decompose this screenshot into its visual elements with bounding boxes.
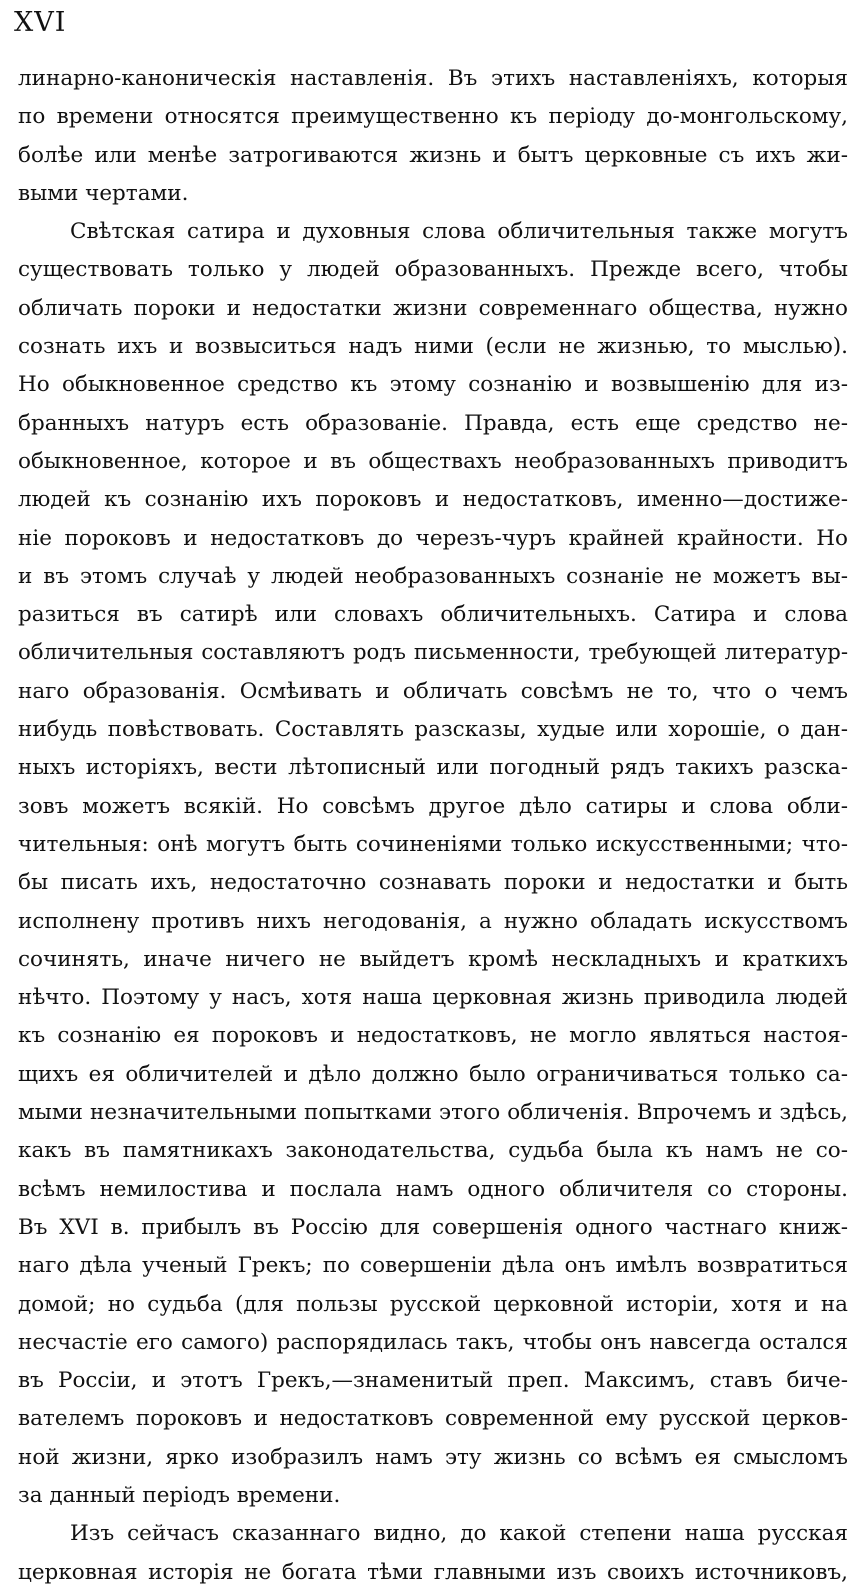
text-line: за данный періодъ времени. [18, 1482, 341, 1508]
text-line: болѣе или менѣе затрогиваются жизнь и бытъ церковные съ ихъ жи- [18, 142, 848, 168]
text-line: нибудь повѣствовать. Составлять разсказы, худые или хорошіе, о дан- [18, 717, 848, 743]
text-line: вателемъ пороковъ и недостатковъ современной ему русской церков- [18, 1406, 848, 1432]
text-line: сознать ихъ и возвыситься надъ ними (если не жизнью, то мыслью). [18, 334, 848, 360]
text-line: Но обыкновенное средство къ этому сознанію и возвышенію для из- [18, 372, 848, 398]
text-line: линарно-каноническія наставленія. Въ этихъ наставленіяхъ, которыя [18, 66, 848, 91]
text-line: Свѣтская сатира и духовныя слова обличительныя также могутъ [70, 219, 848, 245]
text-line: Изъ сейчасъ сказаннаго видно, до какой степени наша русская [70, 1521, 848, 1547]
text-line: ніе пороковъ и недостатковъ до черезъ-чуръ крайней крайности. Но [18, 525, 848, 551]
text-line: чительныя: онѣ могутъ быть сочиненіями только искусственными; что- [18, 831, 848, 857]
text-line: домой; но судьба (для пользы русской церковной исторіи, хотя и на [18, 1291, 848, 1317]
text-line: несчастіе его самого) распорядилась такъ, чтобы онъ навсегда остался [18, 1329, 848, 1355]
text-line: церковная исторія не богата тѣми главными изъ своихъ источниковъ, [18, 1559, 848, 1585]
text-line: мыми незначительными попытками этого обличенія. Впрочемъ и здѣсь, [18, 1100, 848, 1126]
text-line: обличать пороки и недостатки жизни современнаго общества, нужно [18, 295, 848, 321]
page-number: XVI [14, 7, 67, 38]
text-line: исполнену противъ нихъ негодованія, а нужно обладать искусствомъ [18, 908, 848, 934]
text-line: обличительныя составляютъ родъ письменности, требующей литератур- [18, 640, 848, 666]
body-text [18, 60, 848, 1592]
text-line: наго образованія. Осмѣивать и обличать совсѣмъ не то, что о чемъ [18, 678, 848, 704]
text-line: ной жизни, ярко изобразилъ намъ эту жизнь со всѣмъ ея смысломъ [18, 1444, 848, 1470]
text-line: бранныхъ натуръ есть образованіе. Правда, есть еще средство не- [18, 410, 848, 436]
text-line: существовать только у людей образованныхъ. Прежде всего, чтобы [18, 257, 848, 283]
text-line: и въ этомъ случаѣ у людей необразованныхъ сознаніе не можетъ вы- [18, 563, 848, 589]
text-line: по времени относятся преимущественно къ періоду до-монгольскому, [18, 104, 848, 130]
text-line: наго дѣла ученый Грекъ; по совершеніи дѣла онъ имѣлъ возвратиться [18, 1253, 848, 1279]
text-line: разиться въ сатирѣ или словахъ обличительныхъ. Сатира и слова [18, 602, 848, 628]
text-line: обыкновенное, которое и въ обществахъ необразованныхъ приводитъ [18, 448, 848, 474]
text-line: бы писать ихъ, недостаточно сознавать пороки и недостатки и быть [18, 870, 848, 896]
text-line: ныхъ исторіяхъ, вести лѣтописный или погодный рядъ такихъ разска- [18, 755, 848, 781]
text-line: людей къ сознанію ихъ пороковъ и недостатковъ, именно—достиже- [18, 487, 848, 513]
text-line: зовъ можетъ всякій. Но совсѣмъ другое дѣло сатиры и слова обли- [18, 793, 848, 819]
text-line: какъ въ памятникахъ законодательства, судьба была къ намъ не со- [18, 1138, 848, 1164]
text-line: къ сознанію ея пороковъ и недостатковъ, не могло являться настоя- [18, 1023, 848, 1049]
text-line: нѣчто. Поэтому у насъ, хотя наша церковная жизнь приводила людей [18, 985, 848, 1011]
text-line: выми чертами. [18, 180, 189, 206]
text-line: сочинять, иначе ничего не выйдетъ кромѣ нескладныхъ и краткихъ [18, 946, 848, 972]
text-line: Въ XVI в. прибылъ въ Россію для совершенія одного частнаго книж- [18, 1214, 848, 1240]
text-line: въ Россіи, и этотъ Грекъ,—знаменитый преп. Максимъ, ставъ биче- [18, 1368, 848, 1394]
text-line: всѣмъ немилостива и послала намъ одного обличителя со стороны. [18, 1176, 848, 1202]
text-line: щихъ ея обличителей и дѣло должно было ограничиваться только са- [18, 1061, 848, 1087]
